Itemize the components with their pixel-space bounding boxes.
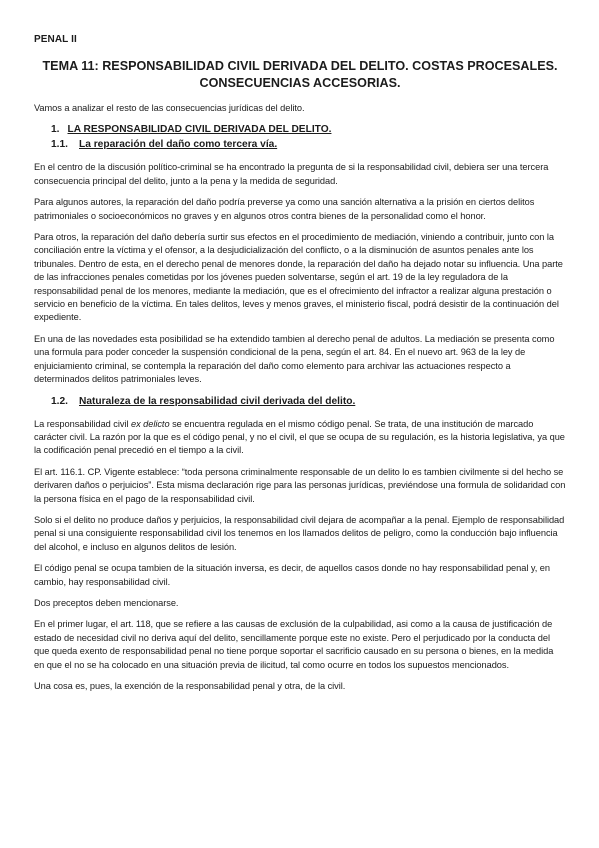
section-1-heading bbox=[51, 123, 566, 137]
section-1-title: LA RESPONSABILIDAD CIVIL DERIVADA DEL DELITO. bbox=[67, 124, 332, 136]
text-run: La responsabilidad civil bbox=[34, 418, 131, 429]
title-line-1: TEMA 11: RESPONSABILIDAD CIVIL DERIVADA DEL DELITO. COSTAS PROCESALES. bbox=[42, 59, 558, 73]
section-1-1-title: La reparación del daño como tercera vía. bbox=[79, 139, 278, 151]
section-1-2-heading bbox=[51, 395, 566, 409]
text-run: se encuentra regulada en el mismo código penal. Se trata, de una institución de marcado carácter civil. La razón por la que es el código penal, y no el civil, el que se ocupa de su regulación, es la historia legislativa, ya que la codificación penal precedió en el tiempo a la civil. bbox=[34, 418, 565, 456]
paragraph bbox=[34, 418, 566, 458]
paragraph: En el centro de la discusión político-criminal se ha encontrado la pregunta de si la responsabilidad civil, debiera ser una tercera consecuencia principal del delito, junto a la pena y la medida de seguridad. bbox=[34, 162, 549, 186]
paragraph: Para otros, la reparación del daño debería surtir sus efectos en el procedimiento de mediación, viniendo a contribuir, junto con la conciliación entre la víctima y el ofensor, a la desjudicialización del conflicto, o a la disminución de asuntos penales ante los tribunales. Dentro de esta, en el derecho penal de menores donde, la reparación del daño ha dejado notar su influencia. Una parte de las infracciones penales cometidas por los jóvenes pueden solventarse, según el art. 19 de la ley reguladora de la responsabilidad penal de los menores, mediante la mediación, que es el ofrecimiento del infractor a realizar alguna prestación o servicio en beneficio de la víctima. En tales delitos, leves y menos graves, el ministerio fiscal, podrá desistir de la continuación del expediente. bbox=[34, 232, 563, 323]
paragraph: El código penal se ocupa tambien de la situación inversa, es decir, de aquellos casos donde no hay responsabilidad penal y, en cambio, hay responsabilidad civil. bbox=[34, 563, 550, 587]
paragraph: Para algunos autores, la reparación del daño podría preverse ya como una sanción alternativa a la prisión en ciertos delitos patrimoniales o socioeconómicos no graves y en algunos otros contra bienes de la personalidad como el honor. bbox=[34, 197, 535, 221]
document-page bbox=[34, 34, 566, 701]
section-1-number: 1. bbox=[51, 124, 60, 136]
course-header: PENAL II bbox=[34, 34, 77, 45]
paragraph: En una de las novedades esta posibilidad se ha extendido tambien al derecho penal de adultos. La mediación se presenta como una formula para poder conceder la suspensión condicional de la pena, según el art. 84. En el nuevo art. 963 de la ley de enjuiciamiento criminal, se contempla la reparación del daño como elemento para archivar las actuaciones respecto a determinados delitos patrimoniales leves. bbox=[34, 333, 555, 385]
paragraph: Dos preceptos deben mencionarse. bbox=[34, 597, 179, 608]
section-1-1-number: 1.1. bbox=[51, 139, 68, 151]
title-line-2: CONSECUENCIAS ACCESORIAS. bbox=[199, 76, 401, 90]
section-1-2-title: Naturaleza de la responsabilidad civil derivada del delito. bbox=[79, 395, 356, 407]
document-title bbox=[34, 58, 566, 92]
paragraph: Una cosa es, pues, la exención de la responsabilidad penal y otra, de la civil. bbox=[34, 681, 346, 691]
section-1-1-heading bbox=[51, 138, 566, 152]
paragraph: Solo si el delito no produce daños y perjuicios, la responsabilidad civil dejara de acompañar a la penal. Ejemplo de responsabilidad penal si una consiguiente responsabilidad civil los tenemos en los llamados delitos de peligro, como la conducción bajo influencia del alcohol, e incluso en algunos delitos de lesión. bbox=[34, 514, 565, 552]
section-1-2-number: 1.2. bbox=[51, 395, 68, 407]
italic-term: ex delicto bbox=[130, 418, 170, 429]
paragraph: En el primer lugar, el art. 118, que se refiere a las causas de exclusión de la culpabilidad, asi como a la causa de justificación de estado de necesidad civil no deriva aquí del delito, sencillamente porque este no existe. Pero el perjudicado por la conducta del que queda exento de responsabilidad penal no tiene porque soportar el sacrificio causado en su persona o bienes, en la medida en que el no se ha colocado en una situación previa de ilicitud, tal como ocurre en todos los supuestos mencionados. bbox=[34, 619, 554, 670]
paragraph: El art. 116.1. CP. Vigente establece: “toda persona criminalmente responsable de un delito lo es tambien civilmente si del hecho se derivaren daños o perjuicios”. Esta misma declaración rige para las personas jurídicas, previéndose una formula de solidaridad con la persona física en el pago de la responsabilidad civil. bbox=[34, 466, 566, 504]
intro-paragraph: Vamos a analizar el resto de las consecuencias jurídicas del delito. bbox=[34, 103, 305, 113]
